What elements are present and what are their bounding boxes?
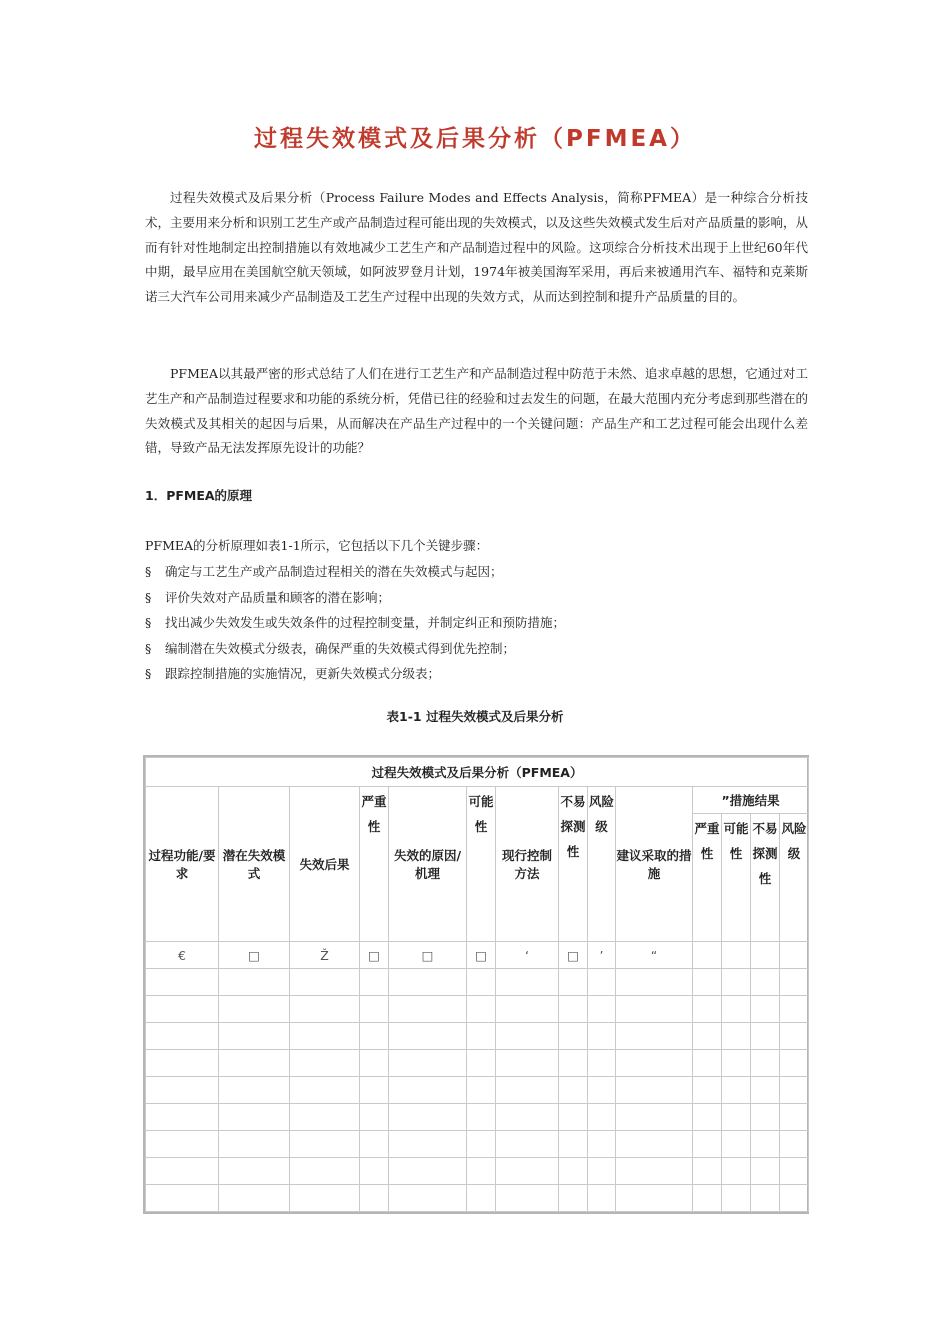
table-cell xyxy=(722,969,751,996)
table-row xyxy=(146,996,809,1023)
symbol-cell: □ xyxy=(559,942,588,969)
step-item: § 编制潜在失效模式分级表，确保严重的失效模式得到优先控制； xyxy=(145,636,565,662)
table-cell xyxy=(290,1023,360,1050)
table-caption: 表1-1 过程失效模式及后果分析 xyxy=(386,709,564,724)
table-cell xyxy=(588,1077,616,1104)
table-cell xyxy=(389,1104,467,1131)
header-result-risk: 风险级 xyxy=(780,814,809,942)
table-cell xyxy=(722,1131,751,1158)
table-cell xyxy=(360,1104,389,1131)
table-cell xyxy=(559,1077,588,1104)
table-cell xyxy=(780,969,809,996)
table-cell xyxy=(559,969,588,996)
table-cell xyxy=(290,1158,360,1185)
table-cell xyxy=(616,1104,693,1131)
table-cell xyxy=(360,1050,389,1077)
table-cell xyxy=(467,1050,496,1077)
table-cell xyxy=(559,1104,588,1131)
symbol-row xyxy=(146,942,809,969)
table-cell xyxy=(146,1131,219,1158)
table-row xyxy=(146,1158,809,1185)
symbol-cell xyxy=(722,942,751,969)
page-title: 过程失效模式及后果分析（PFMEA） xyxy=(254,126,696,152)
table-cell xyxy=(588,1185,616,1212)
table-cell xyxy=(219,969,290,996)
table-cell xyxy=(722,1077,751,1104)
table-cell xyxy=(360,969,389,996)
table-cell xyxy=(467,1185,496,1212)
header-severity: 严重性 xyxy=(360,787,389,942)
table-cell xyxy=(389,1023,467,1050)
table-cell xyxy=(588,1158,616,1185)
table-cell xyxy=(616,1185,693,1212)
table-cell xyxy=(389,1077,467,1104)
steps-list xyxy=(145,559,565,687)
table-cell xyxy=(751,996,780,1023)
table-cell xyxy=(616,996,693,1023)
table-cell xyxy=(360,1023,389,1050)
table-cell xyxy=(467,969,496,996)
table-cell xyxy=(780,1077,809,1104)
bullet-icon: § xyxy=(145,564,152,579)
bullet-icon: § xyxy=(145,589,152,605)
table-cell xyxy=(467,1158,496,1185)
table-cell xyxy=(616,1131,693,1158)
symbol-cell xyxy=(693,942,722,969)
table-cell xyxy=(722,1023,751,1050)
table-cell xyxy=(559,1158,588,1185)
table-cell xyxy=(559,996,588,1023)
table-cell xyxy=(751,1158,780,1185)
symbol-cell: ’ xyxy=(588,942,616,969)
table-cell xyxy=(360,1077,389,1104)
table-cell xyxy=(559,1023,588,1050)
symbol-cell: “ xyxy=(616,942,693,969)
table-cell xyxy=(389,1158,467,1185)
header-result-detection: 不易探测性 xyxy=(751,814,780,942)
table-cell xyxy=(219,1104,290,1131)
table-cell xyxy=(559,1050,588,1077)
table-cell xyxy=(588,1131,616,1158)
table-cell xyxy=(496,1050,559,1077)
bullet-icon: § xyxy=(145,640,152,656)
table-cell xyxy=(780,996,809,1023)
table-cell xyxy=(616,1050,693,1077)
table-cell xyxy=(780,1023,809,1050)
step-item: § 评价失效对产品质量和顾客的潜在影响； xyxy=(145,585,565,611)
table-cell xyxy=(146,1104,219,1131)
header-process-function: 过程功能/要求 xyxy=(146,787,219,942)
table-cell xyxy=(290,996,360,1023)
table-cell xyxy=(616,1158,693,1185)
table-cell xyxy=(588,1023,616,1050)
table-cell xyxy=(219,1077,290,1104)
table-cell xyxy=(467,1023,496,1050)
bullet-icon: § xyxy=(145,615,152,631)
table-cell xyxy=(290,1104,360,1131)
table-row xyxy=(146,969,809,996)
table-cell xyxy=(693,1131,722,1158)
symbol-cell: ‘ xyxy=(496,942,559,969)
table-cell xyxy=(616,1077,693,1104)
table-row xyxy=(146,1185,809,1212)
table-cell xyxy=(693,1185,722,1212)
table-cell xyxy=(722,1104,751,1131)
table-cell xyxy=(389,1131,467,1158)
header-result-occurrence: 可能性 xyxy=(722,814,751,942)
table-cell xyxy=(467,1104,496,1131)
table-title: 过程失效模式及后果分析（PFMEA） xyxy=(146,758,809,787)
table-cell xyxy=(146,1050,219,1077)
table-cell xyxy=(290,1185,360,1212)
table-cell xyxy=(693,1077,722,1104)
table-cell xyxy=(219,1158,290,1185)
table-cell xyxy=(146,1077,219,1104)
table-cell xyxy=(751,1131,780,1158)
section-heading: 1．PFMEA的原理 xyxy=(145,488,253,503)
table-cell xyxy=(588,1050,616,1077)
table-cell xyxy=(496,1077,559,1104)
table-cell xyxy=(467,1077,496,1104)
table-cell xyxy=(780,1050,809,1077)
table-cell xyxy=(467,996,496,1023)
table-row xyxy=(146,1131,809,1158)
header-occurrence: 可能性 xyxy=(467,787,496,942)
header-current-control: 现行控制方法 xyxy=(496,787,559,942)
table-row xyxy=(146,1050,809,1077)
table-cell xyxy=(751,1104,780,1131)
table-cell xyxy=(290,1131,360,1158)
table-row xyxy=(146,1104,809,1131)
bullet-icon: § xyxy=(145,666,152,682)
table-cell xyxy=(693,1158,722,1185)
table-cell xyxy=(616,969,693,996)
table-cell xyxy=(588,996,616,1023)
header-cause: 失效的原因/机理 xyxy=(389,787,467,942)
table-cell xyxy=(496,1158,559,1185)
table-cell xyxy=(146,996,219,1023)
table-cell xyxy=(219,1131,290,1158)
section-intro: PFMEA的分析原理如表1-1所示，它包括以下几个关键步骤： xyxy=(145,538,489,553)
pfmea-table-frame xyxy=(143,755,809,1214)
table-cell xyxy=(360,996,389,1023)
table-cell xyxy=(146,1185,219,1212)
table-row xyxy=(146,1023,809,1050)
table-cell xyxy=(751,969,780,996)
table-cell xyxy=(722,1050,751,1077)
step-item: § 找出减少失效发生或失效条件的过程控制变量，并制定纠正和预防措施； xyxy=(145,610,565,636)
table-cell xyxy=(389,996,467,1023)
table-cell xyxy=(722,1158,751,1185)
table-cell xyxy=(588,969,616,996)
table-cell xyxy=(588,1104,616,1131)
table-cell xyxy=(219,1023,290,1050)
table-cell xyxy=(360,1185,389,1212)
table-cell xyxy=(693,1050,722,1077)
table-cell xyxy=(751,1050,780,1077)
table-cell xyxy=(360,1131,389,1158)
symbol-cell xyxy=(780,942,809,969)
table-cell xyxy=(146,969,219,996)
table-cell xyxy=(219,1050,290,1077)
table-cell xyxy=(780,1158,809,1185)
symbol-cell: □ xyxy=(389,942,467,969)
table-cell xyxy=(559,1185,588,1212)
table-cell xyxy=(467,1131,496,1158)
table-cell xyxy=(693,1023,722,1050)
header-failure-effect: 失效后果 xyxy=(290,787,360,942)
table-cell xyxy=(146,1158,219,1185)
table-cell xyxy=(146,1023,219,1050)
table-cell xyxy=(496,996,559,1023)
table-cell xyxy=(290,1077,360,1104)
table-cell xyxy=(496,969,559,996)
symbol-cell: □ xyxy=(467,942,496,969)
table-cell xyxy=(219,996,290,1023)
symbol-cell: € xyxy=(146,942,219,969)
table-cell xyxy=(751,1077,780,1104)
empty-rows xyxy=(146,969,809,1212)
table-cell xyxy=(693,1104,722,1131)
table-cell xyxy=(751,1185,780,1212)
table-cell xyxy=(290,969,360,996)
table-cell xyxy=(496,1185,559,1212)
header-recommended-action: 建议采取的措施 xyxy=(616,787,693,942)
table-cell xyxy=(693,969,722,996)
table-cell xyxy=(496,1131,559,1158)
header-risk: 风险级 xyxy=(588,787,616,942)
table-cell xyxy=(780,1185,809,1212)
symbol-cell xyxy=(751,942,780,969)
header-result-severity: 严重性 xyxy=(693,814,722,942)
table-cell xyxy=(722,996,751,1023)
table-cell xyxy=(780,1104,809,1131)
table-cell xyxy=(780,1131,809,1158)
table-cell xyxy=(360,1158,389,1185)
table-cell xyxy=(290,1050,360,1077)
table-cell xyxy=(389,1185,467,1212)
table-cell xyxy=(559,1131,588,1158)
intro-paragraph: 过程失效模式及后果分析（Process Failure Modes and Effects Analysis，简称PFMEA）是一种综合分析技术，主要用来分析和识别工艺生产或产品制造过程可能出现的失效模式，以及这些失效模式发生后对产品质量的影响，从而有针对性地制定出控制措施以有效地减少工艺生产和产品制造过程中的风险。这项综合分析技术出现于上世纪60年代中期，最早应用在美国航空航天领域，如阿波罗登月计划，1974年被美国海军采用，再后来被通用汽车、福特和克莱斯诺三大汽车公司用来减少产品制造及工艺生产过程中出现的失效方式，从而达到控制和提升产品质量的目的。 xyxy=(145,190,808,305)
symbol-cell: Ž xyxy=(290,942,360,969)
step-item: § 确定与工艺生产或产品制造过程相关的潜在失效模式与起因； xyxy=(145,559,565,585)
table-cell xyxy=(722,1185,751,1212)
symbol-cell: □ xyxy=(360,942,389,969)
header-action-results: ”措施结果 xyxy=(693,787,809,814)
table-cell xyxy=(389,969,467,996)
table-cell xyxy=(219,1185,290,1212)
pfmea-table xyxy=(145,757,809,1212)
header-detection: 不易探测性 xyxy=(559,787,588,942)
table-cell xyxy=(496,1104,559,1131)
symbol-cell: □ xyxy=(219,942,290,969)
step-item: § 跟踪控制措施的实施情况，更新失效模式分级表； xyxy=(145,661,565,687)
table-row xyxy=(146,1077,809,1104)
table-cell xyxy=(751,1023,780,1050)
table-cell xyxy=(616,1023,693,1050)
table-cell xyxy=(496,1023,559,1050)
header-failure-mode: 潜在失效模式 xyxy=(219,787,290,942)
table-cell xyxy=(693,996,722,1023)
summary-paragraph: PFMEA以其最严密的形式总结了人们在进行工艺生产和产品制造过程中防范于未然、追求卓越的思想，它通过对工艺生产和产品制造过程要求和功能的系统分析，凭借已往的经验和过去发生的问题，在最大范围内充分考虑到那些潜在的失效模式及其相关的起因与后果，从而解决在产品生产过程中的一个关键问题：产品生产和工艺过程可能会出现什么差错，导致产品无法发挥原先设计的功能？ xyxy=(145,366,808,456)
table-cell xyxy=(389,1050,467,1077)
